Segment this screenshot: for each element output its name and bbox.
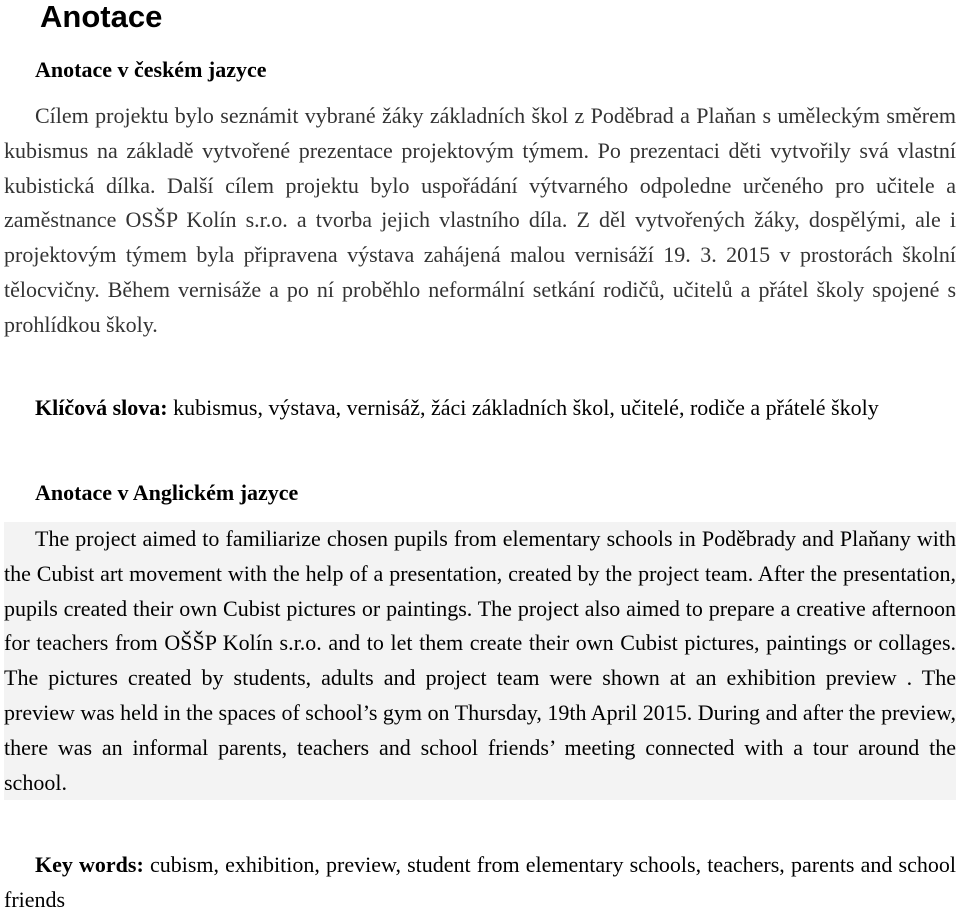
english-annotation-heading: Anotace v Anglickém jazyce	[35, 480, 299, 505]
page-title: Anotace	[40, 0, 163, 34]
czech-annotation-heading: Anotace v českém jazyce	[35, 57, 267, 82]
english-keywords	[4, 848, 956, 918]
czech-keywords	[4, 391, 956, 426]
english-keywords-label: Key words:	[35, 852, 144, 877]
english-keywords-text: cubism, exhibition, preview, student from elementary schools, teachers, parents and school friends	[4, 852, 956, 912]
czech-annotation-paragraph: Cílem projektu bylo seznámit vybrané žáky základních škol z Poděbrad a Plaňan s uměleckým směrem kubismus na základě vytvořené prezentace projektovým týmem. Po prezentaci děti vytvořily svá vlastní kubistická dílka. Další cílem projektu bylo uspořádání výtvarného odpoledne určeného pro učitele a zaměstnance OSŠP Kolín s.r.o. a tvorba jejich vlastního díla. Z děl vytvořených žáky, dospělými, ale i projektovým týmem byla připravena výstava zahájená malou vernisáží 19. 3. 2015 v prostorách školní tělocvičny. Během vernisáže a po ní proběhlo neformální setkání rodičů, učitelů a přátel školy spojené s prohlídkou školy.	[4, 103, 956, 337]
czech-keywords-text: kubismus, výstava, vernisáž, žáci základních škol, učitelé, rodiče a přátelé školy	[167, 395, 879, 420]
english-annotation-paragraph: The project aimed to familiarize chosen pupils from elementary schools in Poděbrady and Plaňany with the Cubist art movement with the help of a presentation, created by the project team. After the presentation, pupils created their own Cubist pictures or paintings. The project also aimed to prepare a creative afternoon for teachers from OŠŠP Kolín s.r.o. and to let them create their own Cubist pictures, paintings or collages. The pictures created by students, adults and project team were shown at an exhibition preview . The preview was held in the spaces of school’s gym on Thursday, 19th April 2015. During and after the preview, there was an informal parents, teachers and school friends’ meeting connected with a tour around the school.	[4, 522, 956, 800]
czech-keywords-label: Klíčová slova:	[35, 395, 168, 420]
